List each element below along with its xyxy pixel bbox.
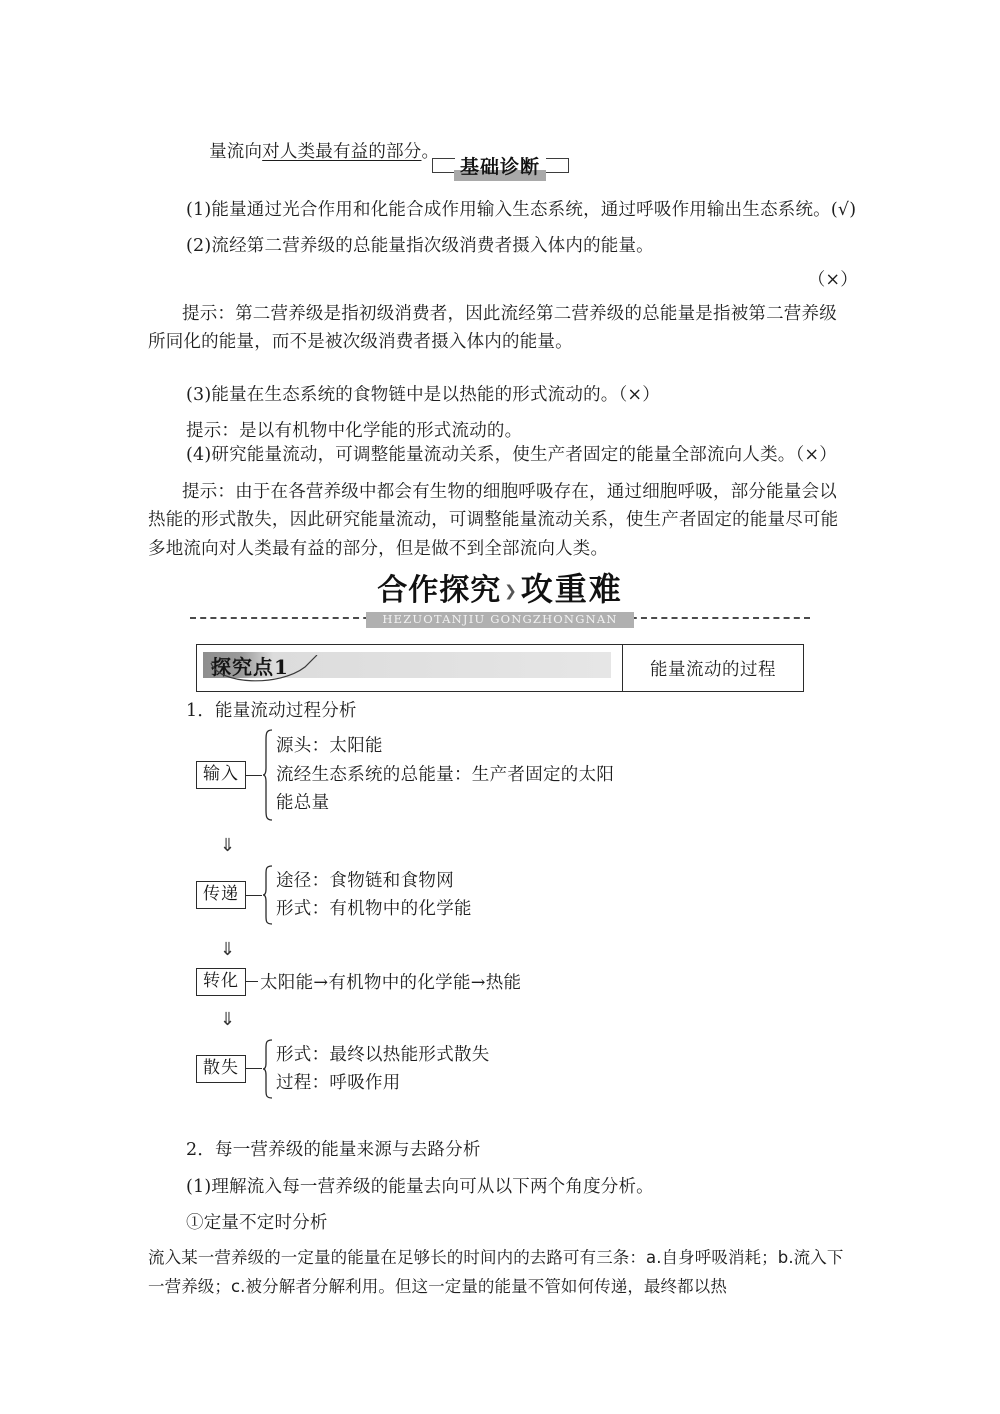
diagnosis-item-3: (3)能量在生态系统的食物链中是以热能的形式流动的。（×）: [186, 385, 660, 405]
section1-heading: 1．能量流动过程分析: [186, 701, 357, 721]
diagnosis-item-4: (4)研究能量流动，可调整能量流动关系，使生产者固定的能量全部流向人类。（×）: [186, 445, 837, 465]
flow-step-key: 转化: [196, 968, 246, 996]
explore-point-topic: 能量流动的过程: [622, 645, 803, 691]
flow-step-items: [273, 732, 816, 817]
section2-heading: 2．每一营养级的能量来源与去路分析: [186, 1140, 481, 1160]
flow-arrow-down: ⇓: [220, 1008, 236, 1030]
brace-icon: [262, 864, 273, 926]
energy-flow-diagram: [196, 728, 816, 1100]
section2-item-1: (1)理解流入每一营养级的能量去向可从以下两个角度分析。: [186, 1177, 654, 1197]
flow-step-conversion: [196, 968, 816, 996]
section2-sub-1: ①定量不定时分析: [186, 1213, 328, 1233]
flow-step-key: 输入: [196, 761, 246, 789]
flow-item: 途径：食物链和食物网: [276, 870, 454, 891]
flow-item: 源头：太阳能: [276, 736, 383, 757]
chevron-right-icon: ❯: [504, 582, 518, 600]
explore-point-label-cell: [197, 645, 622, 691]
flow-step-dissipation: [196, 1038, 816, 1100]
bracket-left-icon: [432, 158, 454, 171]
flow-step-key: 散失: [196, 1055, 246, 1083]
cooperative-inquiry-banner: [0, 572, 1000, 634]
diagnosis-hint-4: 提示：由于在各营养级中都会有生物的细胞呼吸存在，通过细胞呼吸，部分能量会以热能的形式散失，因此研究能量流动，可调整能量流动关系，使生产者固定的能量尽可能多地流向对人类最有益的部分，但是做不到全部流向人类。: [148, 482, 839, 559]
banner-title-part2: 攻重难: [520, 570, 623, 608]
basic-diagnosis-header: [0, 151, 1000, 181]
flow-step-items: [273, 1041, 816, 1098]
flow-step-input: [196, 728, 816, 822]
flow-step-transfer: [196, 864, 816, 926]
diagnosis-mark-2: （×）: [807, 270, 858, 290]
flow-connector-dash: [246, 895, 262, 896]
flow-step-key: 传递: [196, 881, 246, 909]
flow-arrow-down: ⇓: [220, 835, 236, 856]
banner-title: [0, 572, 1000, 608]
basic-diagnosis-title: 基础诊断: [454, 152, 546, 182]
brace-icon: [262, 1038, 273, 1100]
flow-connector-dash: [246, 775, 262, 776]
continuation-prefix: 量流向: [209, 142, 263, 163]
flow-item: 过程：呼吸作用: [276, 1072, 401, 1093]
brace-icon: [262, 728, 273, 822]
continuation-underlined: 对人类最有益的部分: [262, 142, 422, 163]
diagnosis-hint-2: 提示：第二营养级是指初级消费者，因此流经第二营养级的总能量是指被第二营养级所同化的能量，而不是被次级消费者摄入体内的能量。: [148, 304, 837, 353]
continuation-suffix: 。: [421, 142, 440, 163]
flow-item: 形式：最终以热能形式散失: [276, 1044, 490, 1065]
flow-connector-dash: [246, 1068, 262, 1069]
diagnosis-item-1: (1)能量通过光合作用和化能合成作用输入生态系统，通过呼吸作用输出生态系统。(√): [186, 200, 857, 220]
explore-point-box: [196, 644, 804, 692]
flow-item: 能总量: [276, 793, 330, 814]
diagnosis-hint-3: 提示：是以有机物中化学能的形式流动的。: [186, 421, 523, 441]
flow-arrow-down: ⇓: [220, 939, 236, 960]
section2-body: 流入某一营养级的一定量的能量在足够长的时间内的去路可有三条：a.自身呼吸消耗；b.流入下一营养级；c.被分解者分解利用。但这一定量的能量不管如何传递，最终都以热: [148, 1248, 844, 1297]
banner-pinyin: HEZUOTANJIU GONGZHONGNAN: [366, 612, 633, 628]
flow-item: 形式：有机物中的化学能: [276, 899, 472, 919]
diagnosis-item-2: (2)流经第二营养级的总能量指次级消费者摄入体内的能量。: [186, 236, 654, 256]
flow-step-items: [273, 867, 816, 924]
flow-connector-dash: [246, 981, 258, 982]
explore-point-label: 探究点1: [211, 655, 289, 679]
flow-item: 太阳能→有机物中的化学能→热能: [260, 973, 522, 994]
banner-title-part1: 合作探究: [377, 573, 502, 608]
flow-item: 流经生态系统的总能量：生产者固定的太阳: [276, 764, 615, 785]
bracket-right-icon: [546, 158, 568, 171]
